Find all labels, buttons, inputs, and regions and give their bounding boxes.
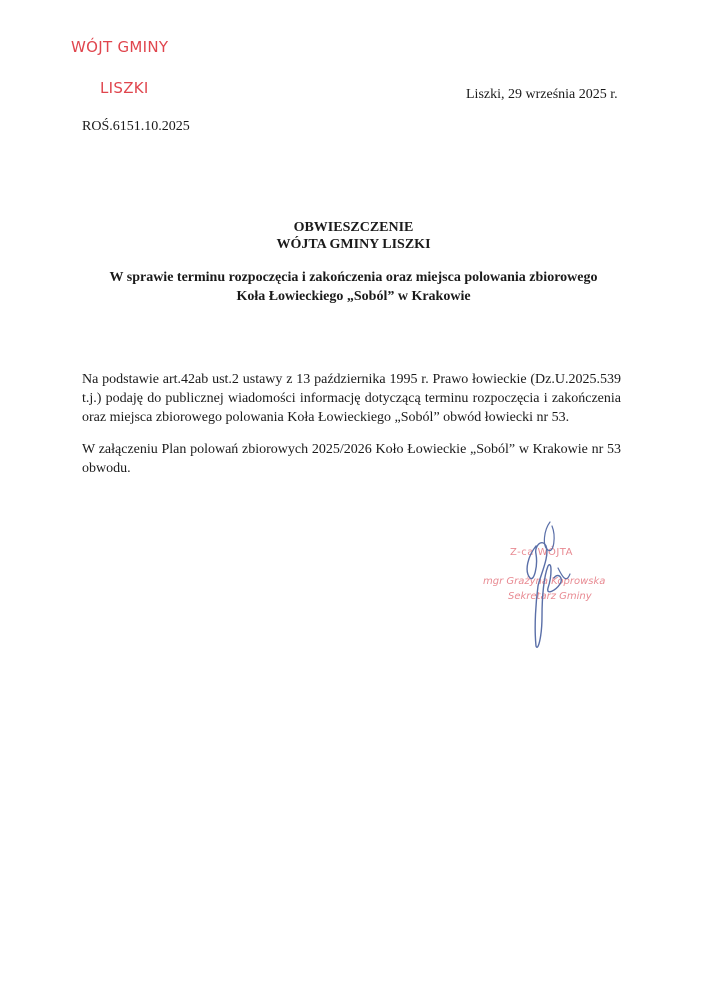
document-issuer: WÓJTA GMINY LISZKI xyxy=(276,237,431,252)
reference-number: ROŚ.6151.10.2025 xyxy=(82,119,190,134)
letterhead-line2: LISZKI xyxy=(100,79,149,97)
body-paragraph-attachment: W załączeniu Plan polowań zbiorowych 2025/2026 Koło Łowieckie „Soból” w Krakowie nr 53 obwodu. xyxy=(82,442,621,476)
date-line: Liszki, 29 września 2025 r. xyxy=(466,87,618,102)
stamp-role: Z-ca WÓJTA xyxy=(510,547,573,558)
subject-line2: Koła Łowieckiego „Soból” w Krakowie xyxy=(236,289,471,304)
body-paragraph-legal-basis: Na podstawie art.42ab ust.2 ustawy z 13 października 1995 r. Prawo łowieckie (Dz.U.2025.539 t.j.) podaję do publicznej wiadomości informację dotyczącą terminu rozpoczęcia i zakończenia oraz miejsca zbiorowego polowania Koła Łowieckiego „Soból” obwód łowiecki nr 53. xyxy=(82,372,621,425)
stamp-function: Sekretarz Gminy xyxy=(508,591,592,602)
handwritten-signature xyxy=(476,516,626,656)
document-title: OBWIESZCZENIE xyxy=(293,220,414,235)
letterhead-line1: WÓJT GMINY xyxy=(71,38,169,56)
subject-line1: W sprawie terminu rozpoczęcia i zakończenia oraz miejsca polowania zbiorowego xyxy=(109,270,598,285)
stamp-name: mgr Grażyna Koprowska xyxy=(483,576,606,587)
